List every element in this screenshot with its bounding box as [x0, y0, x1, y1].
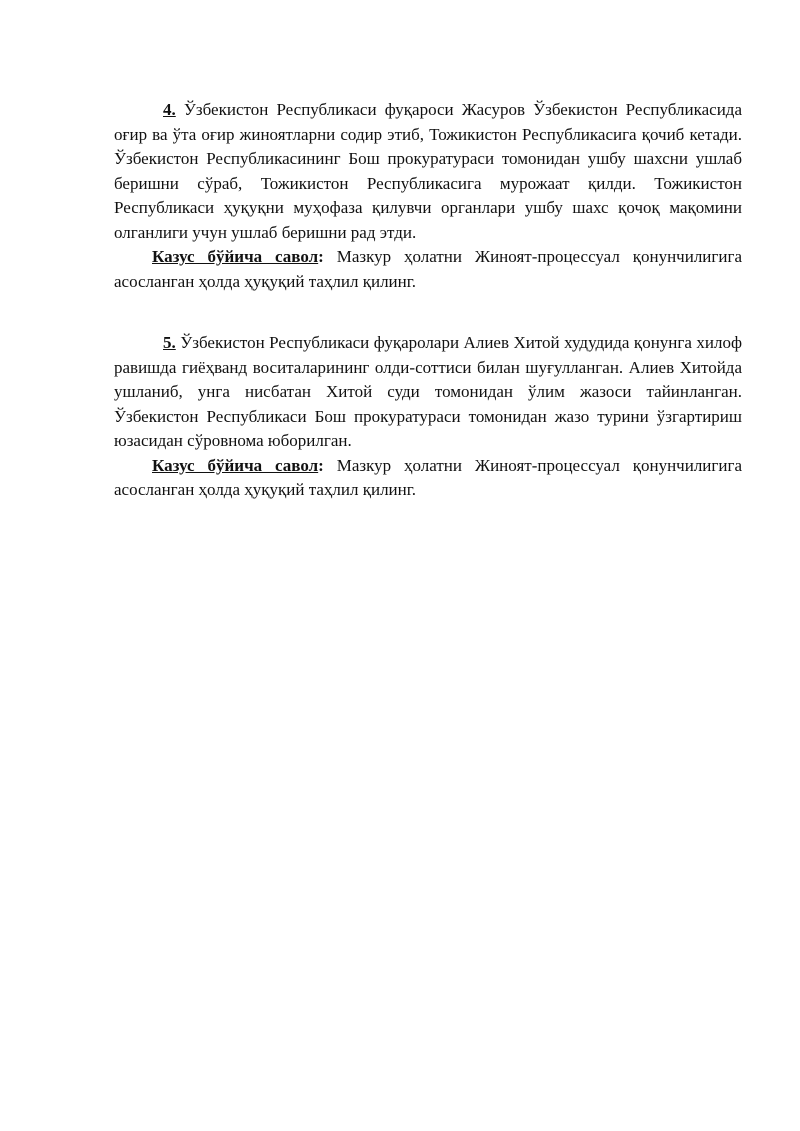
case-5	[114, 331, 742, 503]
case-4-question-label: Казус бўйича савол	[152, 247, 319, 266]
case-4-number: 4.	[163, 100, 176, 119]
case-4-question	[114, 245, 742, 294]
case-5-question-text: Мазкур ҳолатни Жиноят-процессуал қонунчилигига асосланган ҳолда ҳуқуқий таҳлил қилинг.	[114, 455, 742, 499]
case-5-paragraph	[114, 331, 742, 454]
case-5-question-label: Казус бўйича савол	[152, 455, 319, 475]
document-body	[114, 98, 742, 503]
case-4-text: Ўзбекистон Республикаси фуқароси Жасуров Ўзбекистон Республикасида оғир ва ўта оғир жиноятларни содир этиб, Тожикистон Республикасига қочиб кетади. Ўзбекистон Республикасининг Бош прокуратураси томонидан ушбу шахсни ушлаб беришни сўраб, Тожикистон Республикасига мурожаат қилди. Тожикистон Республикаси ҳуқуқни муҳофаза қилувчи органлари ушбу шахс қочоқ мақомини олганлиги учун ушлаб беришни рад этди.	[114, 100, 742, 242]
case-5-number: 5.	[163, 333, 176, 352]
case-5-question-colon: :	[318, 455, 324, 475]
case-4-question-text: Мазкур ҳолатни Жиноят-процессуал қонунчилигига асосланган ҳолда ҳуқуқий таҳлил қилинг.	[114, 247, 742, 291]
case-4-paragraph	[114, 98, 742, 245]
case-4-question-colon: :	[318, 247, 324, 266]
case-5-text: Ўзбекистон Республикаси фуқаролари Алиев Хитой худудида қонунга хилоф равишда гиёҳванд воситаларининг олди-соттиси билан шуғулланган. Алиев Хитойда ушланиб, унга нисбатан Хитой суди томонидан ўлим жазоси тайинланган. Ўзбекистон Республикаси Бош прокуратураси томонидан жазо турини ўзгартириш юзасидан сўровнома юборилган.	[114, 333, 742, 450]
case-4	[114, 98, 742, 294]
case-5-question	[114, 454, 742, 503]
